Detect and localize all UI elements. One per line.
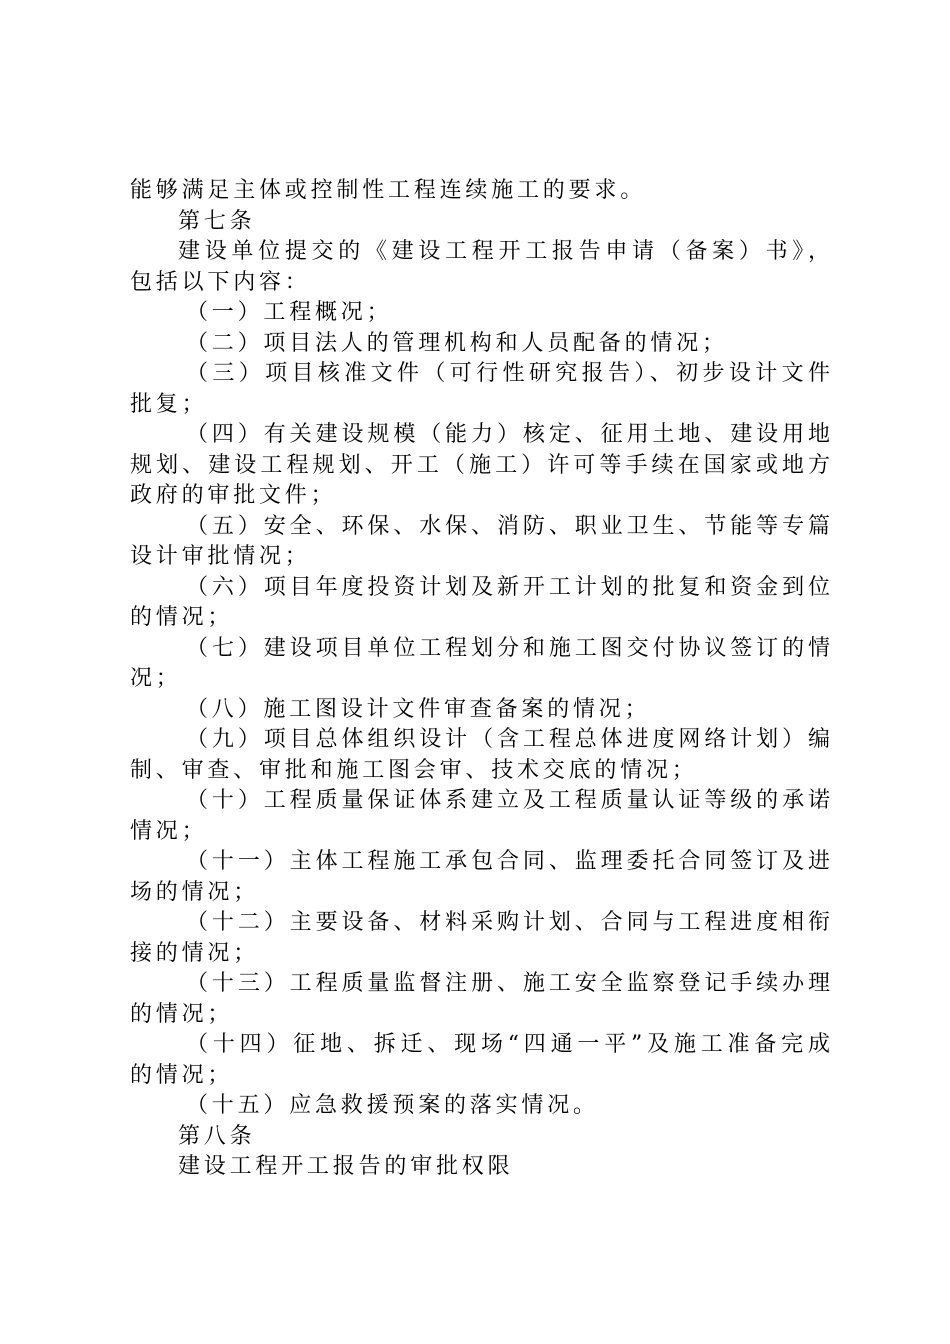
text-line: 接的情况； — [130, 940, 260, 966]
list-item: （六）项目年度投资计划及新开工计划的批复和资金到位 — [186, 574, 830, 600]
list-item: （三）项目核准文件（可行性研究报告）、初步设计文件 — [186, 361, 830, 386]
list-item: （十）工程质量保证体系建立及工程质量认证等级的承诺 — [186, 788, 830, 813]
text-line: 场的情况； — [130, 879, 260, 905]
list-item: （十二）主要设备、材料采购计划、合同与工程进度相衔 — [186, 910, 830, 935]
list-item: （八）施工图设计文件审查备案的情况； — [186, 696, 651, 722]
article-heading: 第八条 — [178, 1123, 256, 1149]
text-line: 建设工程开工报告的审批权限 — [178, 1154, 514, 1179]
text-line: 建设单位提交的《建设工程开工报告申请（备案）书》， — [178, 239, 830, 264]
list-item: （十三）工程质量监督注册、施工安全监察登记手续办理 — [186, 971, 830, 996]
list-item: （七）建设项目单位工程划分和施工图交付协议签订的情 — [186, 635, 830, 661]
text-line: 政府的审批文件； — [130, 483, 337, 508]
list-item: （九）项目总体组织设计（含工程总体进度网络计划）编 — [186, 727, 830, 752]
text-line: 能够满足主体或控制性工程连续施工的要求。 — [130, 178, 647, 203]
text-line: 规划、建设工程规划、开工（施工）许可等手续在国家或地方 — [130, 452, 830, 478]
text-line: 情况； — [130, 818, 208, 844]
list-item: （五）安全、环保、水保、消防、职业卫生、节能等专篇 — [186, 513, 830, 539]
list-item: （十五）应急救援预案的落实情况。 — [186, 1093, 599, 1118]
text-line: 制、审查、审批和施工图会审、技术交底的情况； — [130, 757, 698, 783]
list-item: （十一）主体工程施工承包合同、监理委托合同签订及进 — [186, 849, 830, 874]
text-line: 包括以下内容： — [130, 269, 311, 295]
list-item: （十四）征地、拆迁、现场“四通一平”及施工准备完成 — [186, 1032, 830, 1057]
article-heading: 第七条 — [178, 208, 256, 234]
text-line: 况； — [130, 666, 182, 691]
text-line: 批复； — [130, 391, 208, 417]
text-line: 设计审批情况； — [130, 544, 311, 569]
document-body — [130, 176, 830, 1183]
text-line: 的情况； — [130, 1001, 234, 1027]
text-line: 的情况； — [130, 1062, 234, 1088]
list-item: （一）工程概况； — [186, 300, 393, 325]
list-item: （二）项目法人的管理机构和人员配备的情况； — [186, 330, 728, 356]
text-line: 的情况； — [130, 605, 234, 630]
list-item: （四）有关建设规模（能力）核定、征用土地、建设用地 — [186, 422, 830, 447]
